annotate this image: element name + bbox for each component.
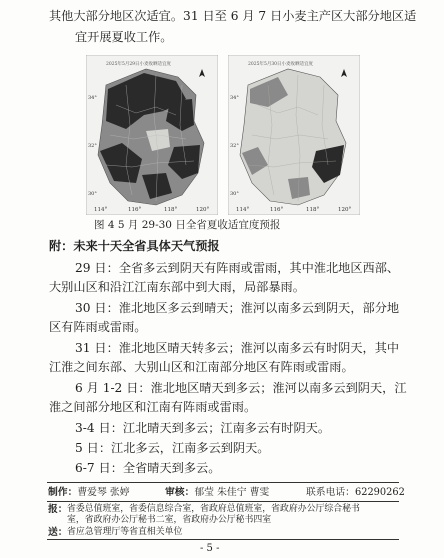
map-left-title: 2025年5月29日小麦收晒适宜度	[106, 62, 172, 67]
map-right	[228, 55, 360, 215]
producer-names: 曹爱琴 张婷	[77, 487, 130, 498]
appendix-line: 31 日：淮北地区晴天转多云；淮河以南多云有时阴天，其中	[75, 341, 400, 355]
intro-line-2: 宜开展夏收工作。	[75, 30, 173, 44]
appendix-line: 江淮之间东部、大别山区和江南部分地区有阵雨或雷雨。	[49, 360, 354, 374]
copy-to-label: 送：	[48, 527, 68, 538]
intro-line-1: 其他大部分地区次适宜。31 日至 6 月 7 日小麦主产区大部分地区适	[49, 9, 417, 23]
tick-label: 120°	[196, 207, 210, 213]
reviewer-names: 郁莹 朱佳宁 曹雯	[194, 487, 270, 498]
tick-label: 114°	[236, 207, 250, 213]
map-right-graphic	[228, 55, 360, 215]
lat-label: 34°	[88, 95, 97, 101]
footer-rule-mid	[47, 501, 399, 502]
appendix-line: 5 日：江北多云，江南多云到阴天。	[75, 441, 270, 455]
appendix-line: 30 日：淮北地区多云到晴天；淮河以南多云到阴天，部分地	[75, 301, 400, 315]
lat-label: 32°	[230, 143, 239, 149]
appendix-line: 3-4 日：江北晴天到多云；江南多云有时阴天。	[75, 421, 331, 435]
tick-label: 118°	[306, 207, 320, 213]
tick-label: 116°	[128, 207, 142, 213]
lat-label: 30°	[88, 191, 97, 197]
appendix-line: 29 日：全省多云到阴天有阵雨或雷雨，其中淮北地区西部、	[75, 261, 400, 275]
copy-to-text: 省应急管理厅等省直相关单位	[67, 527, 183, 537]
footer-rule-bottom	[47, 539, 399, 540]
appendix-line: 大别山区和沿江江南东部中到大雨，局部暴雨。	[49, 280, 305, 294]
map-right-title: 2025年5月30日小麦收晒适宜度	[248, 62, 314, 67]
appendix-line: 区有阵雨或雷雨。	[49, 320, 147, 334]
tick-label: 114°	[94, 207, 108, 213]
producer-line	[48, 486, 130, 499]
tick-label: 116°	[270, 207, 284, 213]
contact-phone: 联系电话：62290262	[306, 487, 405, 498]
page-number: - 5 -	[200, 543, 220, 554]
figure-caption: 图 4 5 月 29-30 日全省夏收适宜度预报	[94, 219, 281, 231]
appendix-line: 淮之间部分地区和江南有阵雨或雷雨。	[49, 400, 257, 414]
lat-label: 32°	[88, 143, 97, 149]
send-to-line-2: 室，省政府办公厅秘书二室，省政府办公厅秘书四室	[67, 515, 272, 525]
map-left-graphic	[86, 55, 218, 215]
figure-maps	[86, 55, 366, 215]
tick-label: 120°	[338, 207, 352, 213]
map-left	[86, 55, 218, 215]
tick-label: 118°	[164, 207, 178, 213]
footer-rule-top	[47, 482, 399, 483]
appendix-line: 6 月 1-2 日：淮北地区晴天到多云；淮河以南多云到阴天，江	[75, 381, 407, 395]
lat-label: 30°	[230, 191, 239, 197]
lat-label: 34°	[230, 95, 239, 101]
send-to-label: 报：	[48, 504, 68, 515]
producer-label: 制作：	[48, 487, 78, 498]
reviewer-line	[165, 486, 269, 499]
reviewer-label: 审核：	[165, 487, 195, 498]
appendix-heading: 附：未来十天全省具体天气预报	[49, 239, 220, 253]
appendix-line: 6-7 日：全省晴天到多云。	[75, 461, 221, 475]
send-to-line-1: 省委总值班室，省委信息综合室，省政府总值班室，省政府办公厅综合秘书	[67, 504, 360, 514]
